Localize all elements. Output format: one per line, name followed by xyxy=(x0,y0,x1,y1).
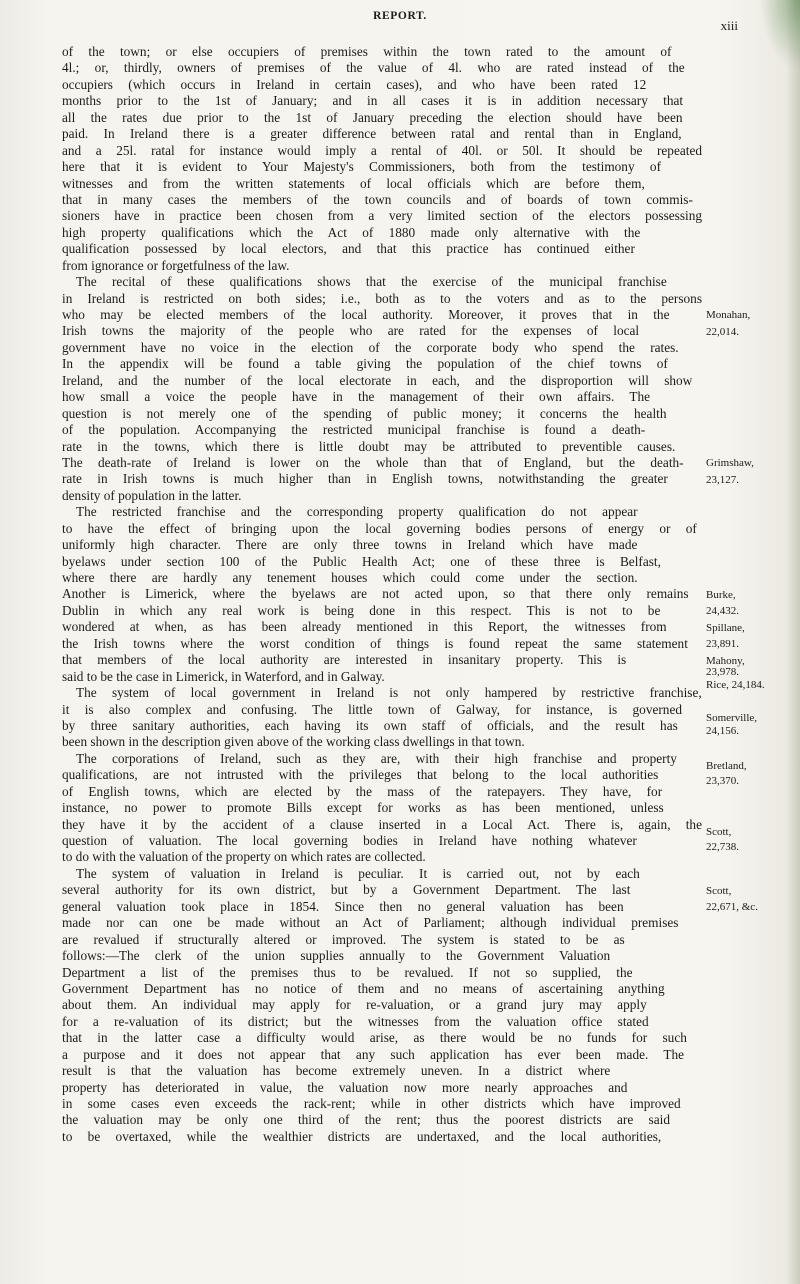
text-line: a purpose and it does not appear that any such application has ever been made. The xyxy=(62,1046,685,1062)
margin-note: 24,432. xyxy=(706,605,739,618)
text-line: density of population in the latter. xyxy=(62,487,242,503)
text-line: The recital of these qualifications shows that the exercise of the municipal franchise xyxy=(76,274,667,290)
text-line: for a re-valuation of its district; but the witnesses from the valuation office stated xyxy=(62,1013,649,1029)
text-line: follows:—The clerk of the union supplies annually to the Government Valuation xyxy=(62,948,611,964)
margin-note: Bretland, xyxy=(706,759,747,772)
text-line: rate in the towns, which there is little doubt may be attributed to preventible causes. xyxy=(62,438,676,454)
text-line: result is that the valuation has become extremely uneven. In a district where xyxy=(62,1063,611,1079)
text-line: all the rates due prior to the 1st of January preceding the election should have been xyxy=(62,109,683,125)
margin-note: 23,370. xyxy=(706,774,739,787)
page-header xyxy=(0,8,800,38)
text-line: of English towns, which are elected by the mass of the ratepayers. They have, for xyxy=(62,783,663,799)
margin-note: 23,978. xyxy=(706,666,739,679)
text-line: Ireland, and the number of the local electorate in each, and the disproportion will show xyxy=(62,372,693,388)
margin-note: 22,014. xyxy=(706,325,739,338)
text-line: instance, no power to promote Bills except for works as has been mentioned, unless xyxy=(62,800,664,816)
text-line: where there are hardly any tenement houses which could come under the section. xyxy=(62,570,638,585)
text-line: The restricted franchise and the corresponding property qualification do not appear xyxy=(76,504,638,520)
text-line: The corporations of Ireland, such as they are, with their high franchise and property xyxy=(76,750,677,766)
body-text xyxy=(62,44,702,1145)
text-line: by three sanitary authorities, each having its own staff of officials, and the result has xyxy=(62,717,678,733)
text-line: Another is Limerick, where the byelaws are not acted upon, so that there only remains xyxy=(62,586,689,602)
margin-note: Spillane, xyxy=(706,621,745,634)
text-line: of the town; or else occupiers of premises within the town rated to the amount of xyxy=(62,44,672,59)
text-line: are revalued if structurally altered or improved. The system is stated to be as xyxy=(62,931,625,947)
text-line: who may be elected members of the local authority. Moreover, it proves that in the xyxy=(62,307,670,322)
text-line: qualifications, are not intrusted with the privileges that belong to the local authorities xyxy=(62,767,659,783)
text-line: from ignorance or forgetfulness of the law. xyxy=(62,257,290,273)
running-head: REPORT. xyxy=(373,10,427,22)
text-line: said to be the case in Limerick, in Waterford, and in Galway. xyxy=(62,668,385,684)
margin-note: Scott, xyxy=(706,884,732,897)
text-line: byelaws under section 100 of the Public Health Act; one of these three is Belfast, xyxy=(62,553,661,569)
text-line: question of valuation. The local governing bodies in Ireland have nothing whatever xyxy=(62,833,637,848)
margin-note: Grimshaw, xyxy=(706,457,754,470)
text-line: that members of the local authority are interested in insanitary property. This is xyxy=(62,652,627,668)
text-line: qualification possessed by local electors, and that this practice has continued either xyxy=(62,241,635,257)
margin-note: Rice, 24,184. xyxy=(706,679,765,692)
text-line: 4l.; or, thirdly, owners of premises of the value of 4l. who are rated instead of the xyxy=(62,60,685,76)
margin-note: 23,891. xyxy=(706,638,739,651)
text-line: rate in Irish towns is much higher than in English towns, notwithstanding the greater xyxy=(62,471,668,487)
text-line: occupiers (which occurs in Ireland in certain cases), and who have been rated 12 xyxy=(62,76,647,92)
text-line: been shown in the description given above of the working class dwellings in that town. xyxy=(62,734,525,750)
text-line: that in many cases the members of the town councils and of boards of town commis- xyxy=(62,191,693,207)
text-line: in some cases even exceeds the rack-rent; while in other districts which have improved xyxy=(62,1096,681,1111)
margin-note: 22,738. xyxy=(706,840,739,853)
margin-note: Burke, xyxy=(706,588,736,601)
text-line: general valuation took place in 1854. Since then no general valuation has been xyxy=(62,898,624,914)
margin-note: 22,671, &c. xyxy=(706,901,758,914)
page-number: xiii xyxy=(720,18,738,33)
text-line: of the population. Accompanying the restricted municipal franchise is found a death- xyxy=(62,422,646,438)
text-line: uniformly high character. There are only three towns in Ireland which have made xyxy=(62,537,638,553)
text-line: it is also complex and confusing. The little town of Galway, for instance, is governed xyxy=(62,701,682,717)
text-line: government have no voice in the election of the corporate body who spend the rates. xyxy=(62,339,679,355)
text-line: The system of valuation in Ireland is peculiar. It is carried out, not by each xyxy=(76,865,640,881)
text-line: The system of local government in Ireland is not only hampered by restrictive franchise, xyxy=(76,685,702,701)
text-line: how small a voice the people have in the management of their own affairs. The xyxy=(62,389,651,405)
margin-note: 24,156. xyxy=(706,725,739,738)
margin-note: Monahan, xyxy=(706,309,751,322)
text-line: witnesses and from the written statements of local officials which are before them, xyxy=(62,175,645,191)
text-line: In the appendix will be found a table giving the population of the chief towns of xyxy=(62,356,668,372)
text-line: The death-rate of Ireland is lower on the whole than that of England, but the death- xyxy=(62,454,684,470)
text-line: the Irish towns where the worst condition of things is found repeat the same statement xyxy=(62,635,688,651)
text-line: sioners have in practice been chosen from a very limited section of the electors possessing xyxy=(62,208,702,224)
corner-stain xyxy=(760,0,800,70)
text-line: Department a list of the premises thus to be revalued. If not so supplied, the xyxy=(62,964,633,980)
text-line: Government Department has no notice of them and no means of ascertaining anything xyxy=(62,980,665,996)
text-line: months prior to the 1st of January; and in all cases it is in addition necessary that xyxy=(62,93,684,109)
text-line: in Ireland is restricted on both sides; i.e., both as to the voters and as to the persons xyxy=(62,290,702,306)
text-line: about them. An individual may apply for re-valuation, or a grand jury may apply xyxy=(62,997,647,1013)
text-line: Irish towns the majority of the people who are rated for the expenses of local xyxy=(62,323,640,339)
text-line: they have it by the accident of a clause inserted in a Local Act. There is, again, the xyxy=(62,816,702,832)
text-line: several authority for its own district, but by a Government Department. The last xyxy=(62,882,631,898)
text-line: the valuation may be only one third of the rent; thus the poorest districts are said xyxy=(62,1112,670,1128)
page-edge-shadow xyxy=(786,0,800,1284)
text-line: here that it is evident to Your Majesty's Commissioners, both from the testimony of xyxy=(62,159,662,175)
margin-note: 23,127. xyxy=(706,473,739,486)
margin-note: Somerville, xyxy=(706,712,758,725)
margin-note: Mahony, xyxy=(706,654,745,667)
text-line: and a 25l. ratal for instance would imply a rental of 40l. or 50l. It should be repeated xyxy=(62,142,702,158)
text-line: high property qualifications which the Act of 1880 made only alternative with the xyxy=(62,224,641,240)
text-line: made nor can one be made without an Act of Parliament; although individual premises xyxy=(62,915,679,931)
text-line: paid. In Ireland there is a greater difference between ratal and rental than in England, xyxy=(62,126,682,142)
text-line: wondered at when, as has been already mentioned in this Report, the witnesses from xyxy=(62,619,667,635)
text-line: to have the effect of bringing upon the local governing bodies persons of energy or of xyxy=(62,520,697,536)
text-line: question is not merely one of the spending of public money; it concerns the health xyxy=(62,405,667,421)
text-line: that in the latter case a difficulty would arise, as there would be no funds for such xyxy=(62,1030,687,1046)
margin-note: Scott, xyxy=(706,825,732,838)
text-line: to be overtaxed, while the wealthier districts are undertaxed, and the local authorities, xyxy=(62,1128,662,1144)
text-line: to do with the valuation of the property on which rates are collected. xyxy=(62,849,426,865)
text-line: property has deteriorated in value, the valuation now more nearly approaches and xyxy=(62,1079,628,1095)
text-line: Dublin in which any real work is being done in this respect. This is not to be xyxy=(62,602,661,618)
